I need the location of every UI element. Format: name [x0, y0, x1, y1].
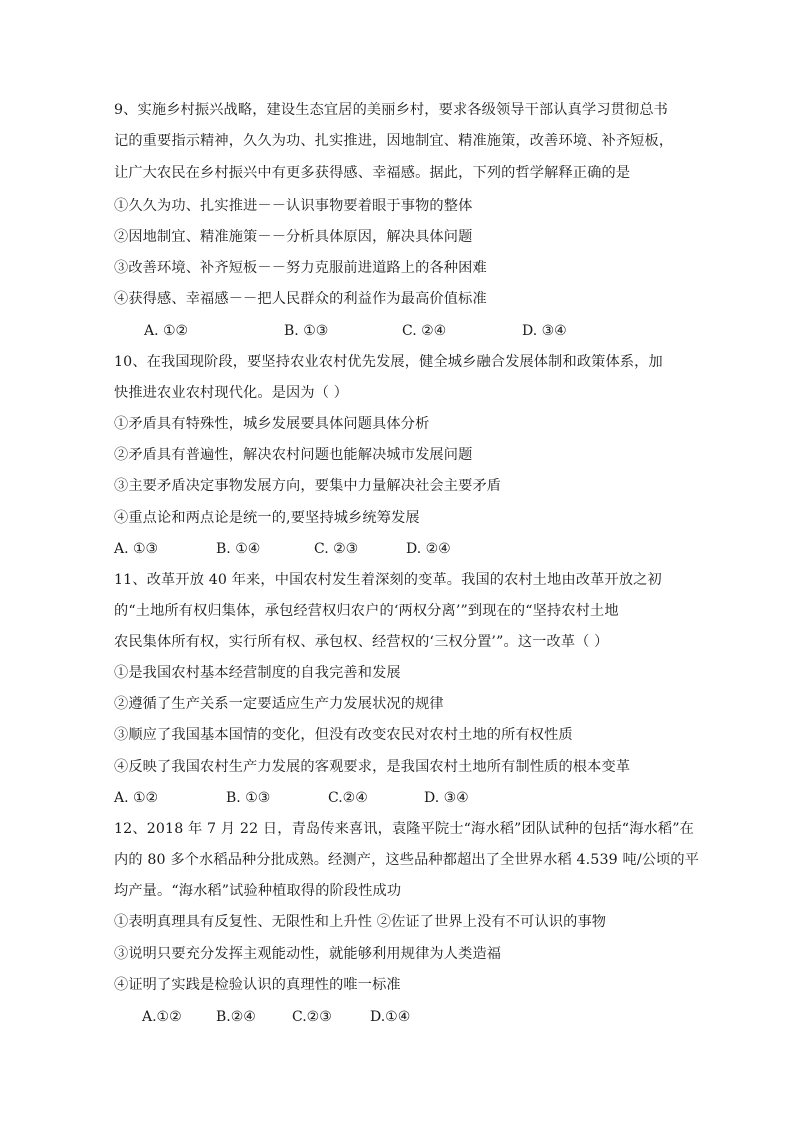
- question-10-statement-3: ③主要矛盾决定事物发展方向，要集中力量解决社会主要矛盾: [114, 478, 502, 494]
- question-9-stem-line-2: 记的重要指示精神，久久为功、扎实推进，因地制宜、精准施策，改善环境、补齐短板，: [114, 133, 674, 149]
- option-c: C.②④: [328, 790, 368, 806]
- option-b: B. ①③: [284, 323, 329, 339]
- option-d: D. ③④: [522, 323, 567, 339]
- option-d: D. ②④: [406, 541, 451, 557]
- question-11-statement-3: ③顺应了我国基本国情的变化，但没有改变农民对农村土地的所有权性质: [114, 727, 573, 743]
- question-9-statement-4: ④获得感、幸福感－－把人民群众的利益作为最高价值标准: [114, 291, 487, 307]
- option-c: C. ②③: [314, 541, 359, 557]
- option-a: A. ①②: [114, 790, 159, 806]
- option-b: B.②④: [216, 1009, 256, 1025]
- question-10-stem-line-2: 快推进农业农村现代化。是因为（ ）: [114, 385, 349, 401]
- option-a: A. ①③: [114, 541, 159, 557]
- question-9-statement-2: ②因地制宜、精准施策－－分析具体原因，解决具体问题: [114, 229, 473, 245]
- question-11-stem-line-1: 11、改革开放 40 年来，中国农村发生着深刻的变革。我国的农村土地由改革开放之初: [114, 572, 662, 588]
- question-12-statement-4: ④证明了实践是检验认识的真理性的唯一标准: [114, 977, 401, 993]
- question-10-statement-1: ①矛盾具有特殊性，城乡发展要具体问题具体分析: [114, 416, 430, 432]
- question-9-stem-line-1: 9、实施乡村振兴战略，建设生态宜居的美丽乡村，要求各级领导干部认真学习贯彻总书: [114, 102, 669, 118]
- question-9-statement-1: ①久久为功、扎实推进－－认识事物要着眼于事物的整体: [114, 198, 473, 214]
- question-12-stem-line-1: 12、2018 年 7 月 22 日，青岛传来喜讯，袁隆平院士“海水稻”团队试种的包括“海水稻”在: [114, 821, 694, 837]
- question-10-stem-line-1: 10、在我国现阶段，要坚持农业农村优先发展，健全城乡融合发展体制和政策体系，加: [114, 354, 663, 370]
- option-a: A. ①②: [144, 323, 189, 339]
- question-12-statement-3: ③说明只要充分发挥主观能动性，就能够利用规律为人类造福: [114, 946, 502, 962]
- question-12-stem-line-3: 均产量。“海水稻”试验种植取得的阶段性成功: [114, 883, 402, 899]
- option-b: B. ①③: [226, 790, 271, 806]
- question-12-stem-line-2: 内的 80 多个水稻品种分批成熟。经测产，这些品种都超出了全世界水稻 4.539 吨/公顷的平: [114, 852, 700, 868]
- option-d: D. ③④: [424, 790, 469, 806]
- question-10-statement-2: ②矛盾具有普遍性，解决农村问题也能解决城市发展问题: [114, 447, 473, 463]
- question-11-stem-line-2: 的“土地所有权归集体，承包经营权归农户的‘两权分离’”到现在的“坚持农村土地: [114, 603, 619, 619]
- question-9-statement-3: ③改善环境、补齐短板－－努力克服前进道路上的各种困难: [114, 260, 487, 276]
- question-11-statement-2: ②遵循了生产关系一定要适应生产力发展状况的规律: [114, 696, 444, 712]
- option-a: A.①②: [142, 1009, 182, 1025]
- option-c: C. ②④: [402, 323, 447, 339]
- option-c: C.②③: [292, 1009, 332, 1025]
- question-9-stem-line-3: 让广大农民在乡村振兴中有更多获得感、幸福感。据此，下列的哲学解释正确的是: [114, 165, 631, 181]
- question-11-statement-1: ①是我国农村基本经营制度的自我完善和发展: [114, 665, 401, 681]
- question-10-statement-4: ④重点论和两点论是统一的,要坚持城乡统筹发展: [114, 510, 420, 526]
- question-11-stem-line-3: 农民集体所有权，实行所有权、承包权、经营权的‘三权分置’”。这一改革（ ）: [114, 634, 609, 650]
- question-12-statements-1-2: ①表明真理具有反复性、无限性和上升性 ②佐证了世界上没有不可认识的事物: [114, 914, 607, 930]
- question-11-statement-4: ④反映了我国农村生产力发展的客观要求，是我国农村土地所有制性质的根本变革: [114, 759, 631, 775]
- option-b: B. ①④: [216, 541, 261, 557]
- option-d: D.①④: [370, 1009, 411, 1025]
